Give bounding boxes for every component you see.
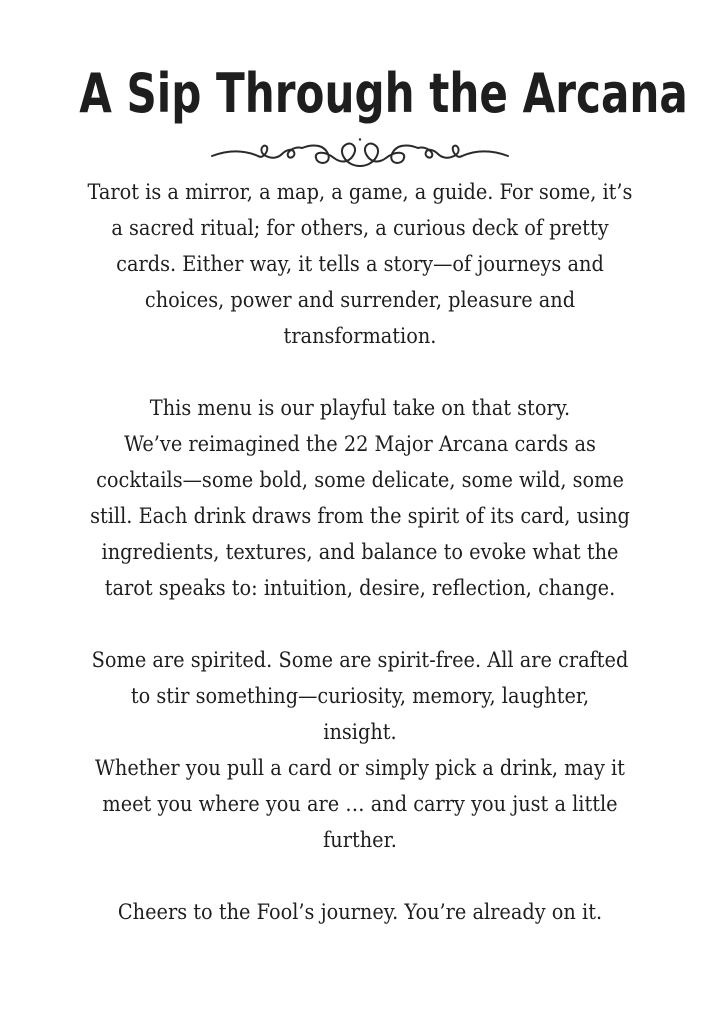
text-line: further. bbox=[323, 828, 397, 852]
text-line: ingredients, textures, and balance to evoke what the bbox=[101, 540, 619, 564]
text-line: Cheers to the Fool’s journey. You’re already on it. bbox=[117, 900, 603, 924]
text-line: Whether you pull a card or simply pick a drink, may it bbox=[95, 756, 625, 780]
text-line: tarot speaks to: intuition, desire, reflection, change. bbox=[104, 576, 616, 600]
text-line: This menu is our playful take on that story. bbox=[149, 396, 571, 420]
text-line: still. Each drink draws from the spirit of its card, using bbox=[90, 504, 630, 528]
paragraph-gap bbox=[60, 858, 660, 894]
text-line: transformation. bbox=[283, 324, 437, 348]
text-line: cards. Either way, it tells a story—of journeys and bbox=[116, 252, 604, 276]
text-line: meet you where you are … and carry you just a little bbox=[102, 792, 618, 816]
text-line: insight. bbox=[323, 720, 397, 744]
text-line: cocktails—some bold, some delicate, some wild, some bbox=[96, 468, 624, 492]
intro-text bbox=[60, 174, 660, 930]
text-line: a sacred ritual; for others, a curious deck of pretty bbox=[111, 216, 609, 240]
page-title: A Sip Through the Arcana bbox=[79, 62, 688, 125]
text-line: choices, power and surrender, pleasure and bbox=[144, 288, 576, 312]
text-line: to stir something—curiosity, memory, laughter, bbox=[130, 684, 590, 708]
text-line: Some are spirited. Some are spirit-free. All are crafted bbox=[91, 648, 629, 672]
paragraph-gap bbox=[60, 354, 660, 390]
text-line: Tarot is a mirror, a map, a game, a guide. For some, it’s bbox=[87, 180, 633, 204]
paragraph-gap bbox=[60, 606, 660, 642]
text-line: We’ve reimagined the 22 Major Arcana cards as bbox=[124, 432, 596, 456]
flourish-divider-icon bbox=[210, 136, 510, 172]
